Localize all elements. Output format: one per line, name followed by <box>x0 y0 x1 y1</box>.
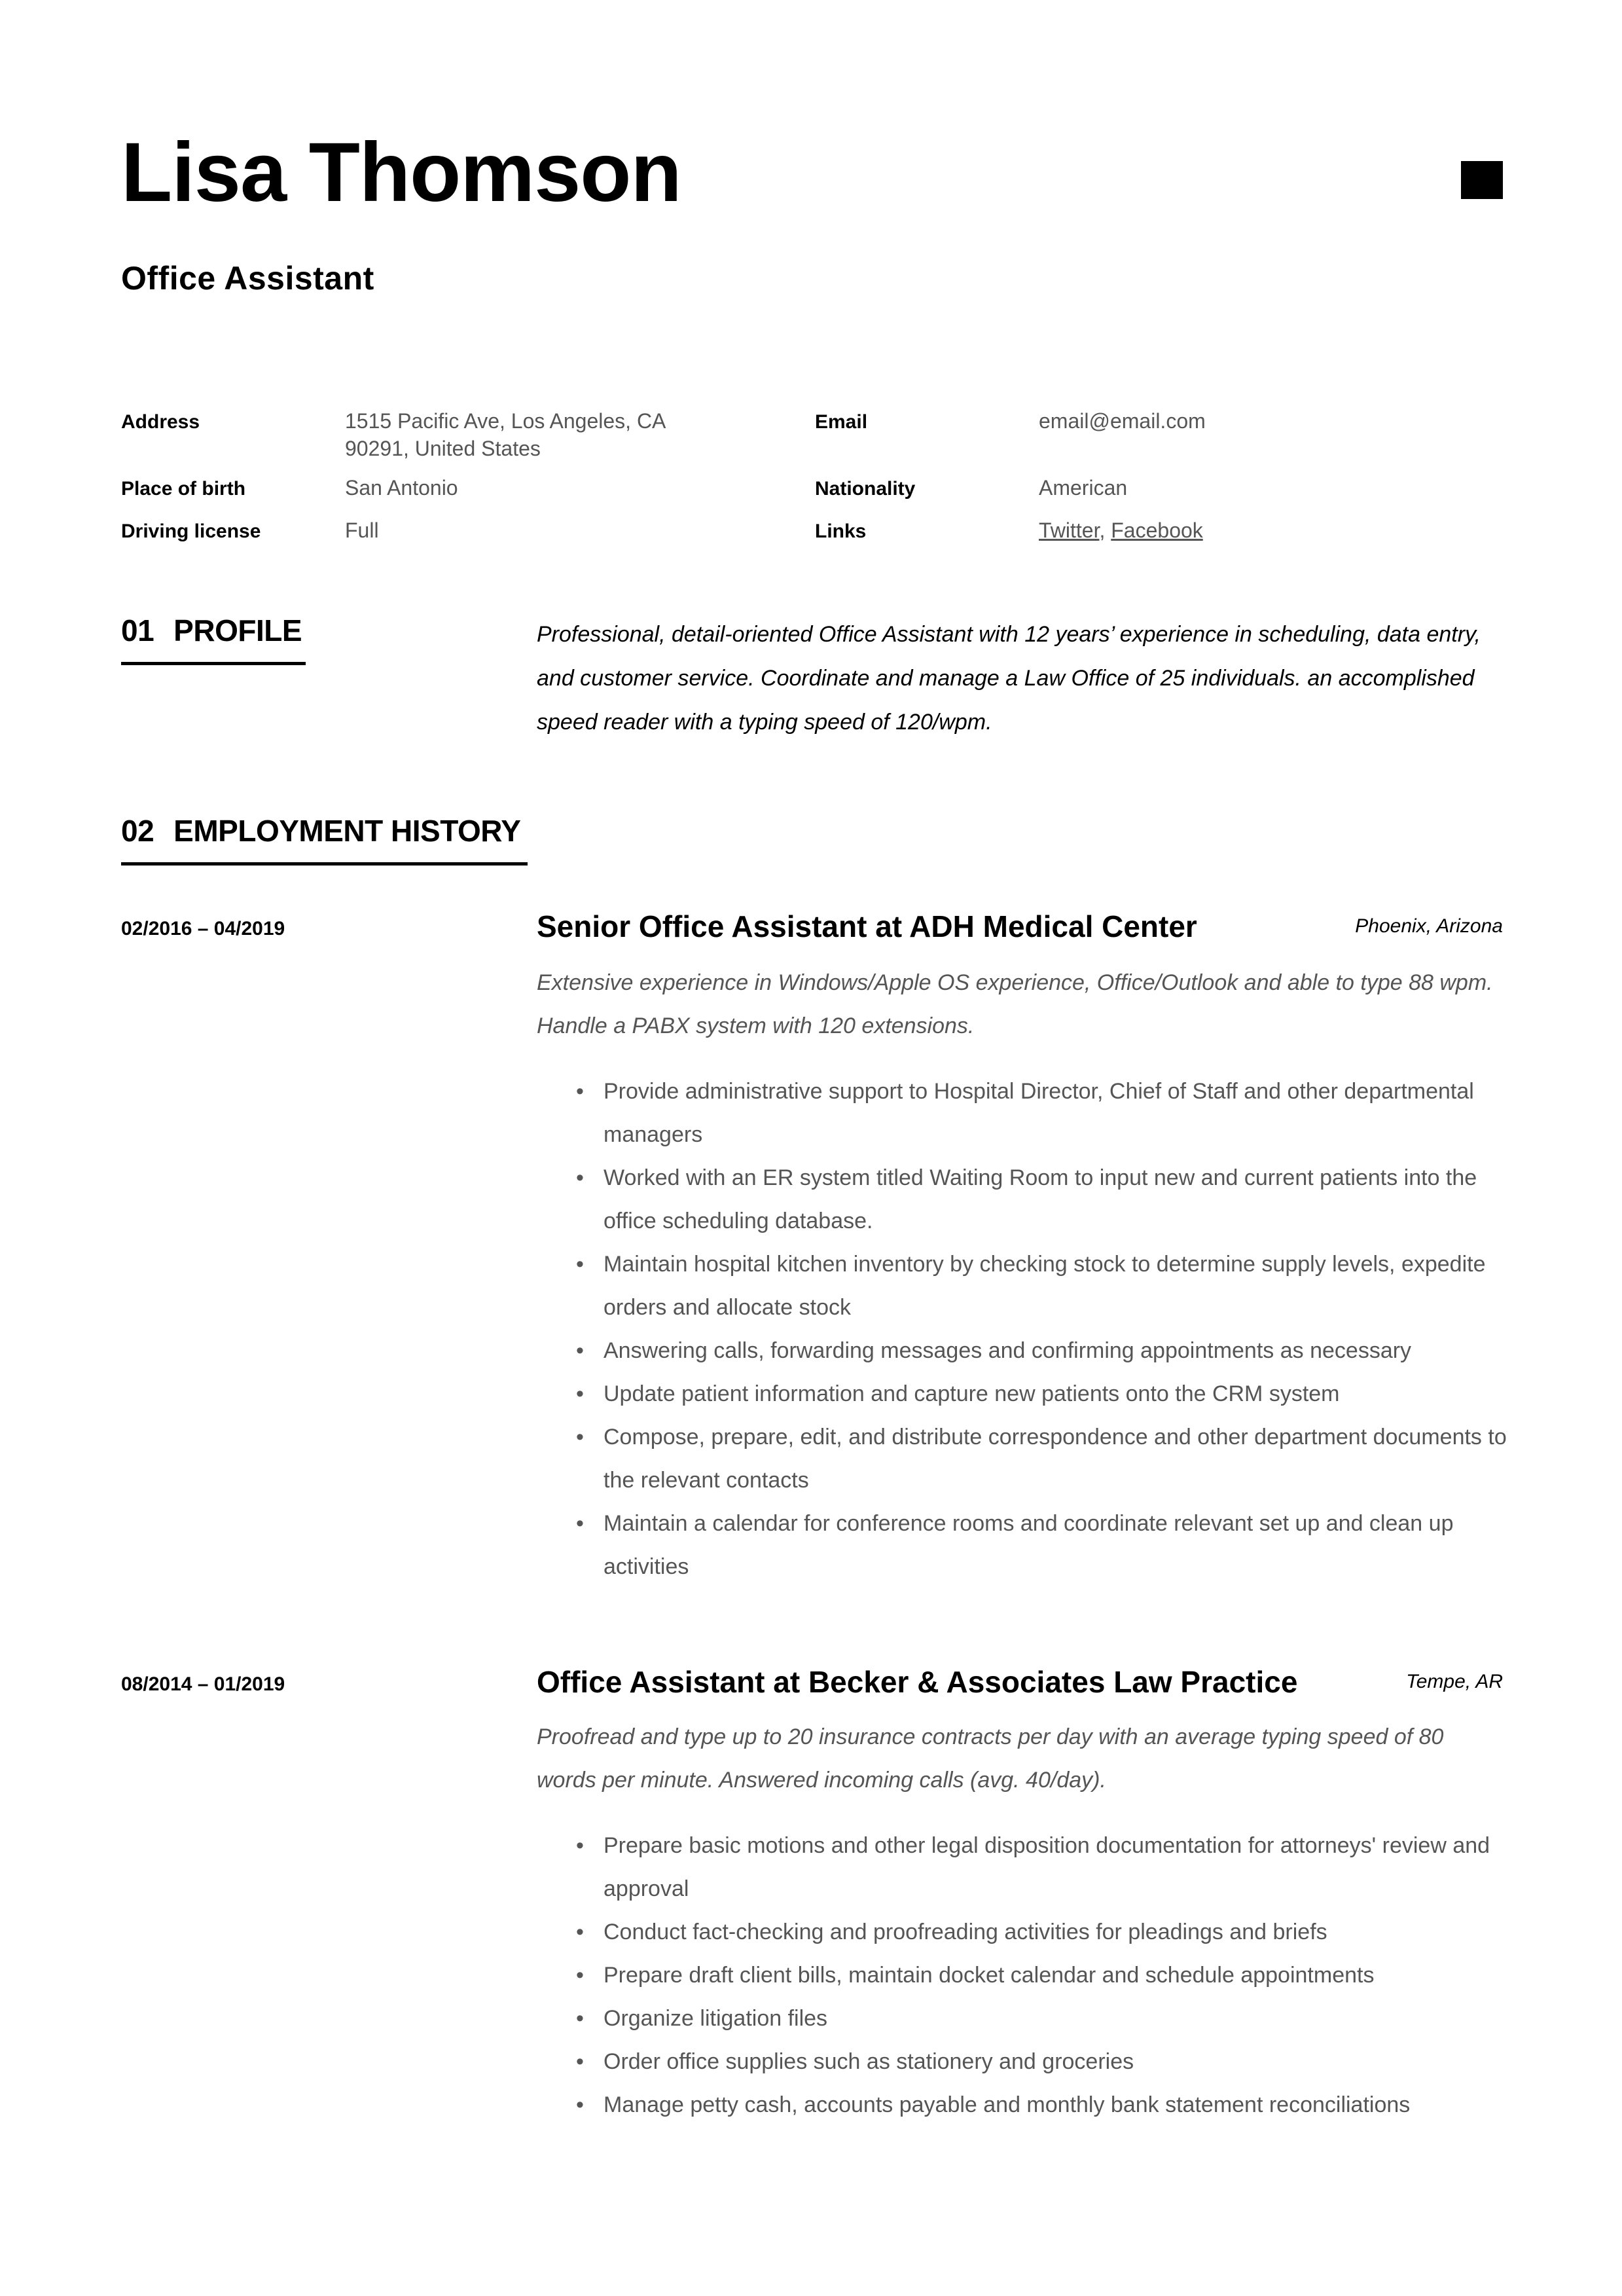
profile-underline <box>121 662 306 665</box>
profile-section-heading <box>121 613 302 648</box>
list-item: • Update patient information and capture new patients onto the CRM system <box>604 1372 1507 1415</box>
job-description: Proofread and type up to 20 insurance contracts per day with an average typing speed of 80 words per minute. Answered incoming calls (avg. 40/day). <box>537 1724 1444 1793</box>
list-item: • Maintain a calendar for conference rooms and coordinate relevant set up and clean up activities <box>604 1502 1507 1588</box>
profile-section-title: PROFILE <box>173 613 302 647</box>
job-duties-list <box>604 1824 1507 2126</box>
list-item: • Conduct fact-checking and proofreading activities for pleadings and briefs <box>604 1910 1507 1954</box>
email-label: Email <box>815 411 868 433</box>
profile-summary: Professional, detail-oriented Office Assistant with 12 years’ experience in scheduling, data entry, and customer service. Coordinate and manage a Law Office of 25 individuals. an accomplished speed reader with a typing speed of 120/wpm. <box>537 622 1481 735</box>
job-position-title: Senior Office Assistant at ADH Medical Center <box>537 909 1197 943</box>
link-separator: , <box>1099 519 1106 542</box>
links-value <box>1039 517 1203 544</box>
email-value[interactable]: email@email.com <box>1039 409 1206 433</box>
job-dates: 02/2016 – 04/2019 <box>121 918 285 939</box>
list-item: • Compose, prepare, edit, and distribute correspondence and other department documents to the relevant contacts <box>604 1415 1507 1502</box>
address-value <box>345 407 712 462</box>
employment-section-heading <box>121 813 520 848</box>
job-position-title: Office Assistant at Becker & Associates Law Practice <box>537 1665 1298 1699</box>
job-description: Extensive experience in Windows/Apple OS experience, Office/Outlook and able to type 88 wpm. Handle a PABX system with 120 extensions. <box>537 970 1493 1038</box>
address-label: Address <box>121 411 200 433</box>
list-item: • Prepare draft client bills, maintain docket calendar and schedule appointments <box>604 1954 1507 1997</box>
list-item: • Manage petty cash, accounts payable and monthly bank statement reconciliations <box>604 2083 1507 2126</box>
address-line-2: 90291, United States <box>345 437 541 460</box>
decorative-square-icon <box>1461 161 1503 199</box>
links-label: Links <box>815 520 867 542</box>
list-item: • Order office supplies such as stationery and groceries <box>604 2040 1507 2083</box>
employment-section-title: EMPLOYMENT HISTORY <box>173 814 521 848</box>
job-location: Tempe, AR <box>1406 1671 1503 1692</box>
employment-section-number: 02 <box>121 814 154 848</box>
employment-underline <box>121 862 528 866</box>
list-item: • Worked with an ER system titled Waiting Room to input new and current patients into the office scheduling database. <box>604 1156 1507 1243</box>
birth-value: San Antonio <box>345 476 458 500</box>
list-item: • Provide administrative support to Hospital Director, Chief of Staff and other departmental managers <box>604 1070 1507 1156</box>
list-item: • Organize litigation files <box>604 1997 1507 2040</box>
job-title-heading: Office Assistant <box>121 260 374 297</box>
profile-section-number: 01 <box>121 613 154 647</box>
facebook-link[interactable]: Facebook <box>1111 519 1203 542</box>
nationality-value: American <box>1039 476 1128 500</box>
list-item: • Prepare basic motions and other legal disposition documentation for attorneys' review and approval <box>604 1824 1507 1910</box>
job-dates: 08/2014 – 01/2019 <box>121 1673 285 1695</box>
nationality-label: Nationality <box>815 478 916 500</box>
list-item: • Maintain hospital kitchen inventory by checking stock to determine supply levels, expedite orders and allocate stock <box>604 1243 1507 1329</box>
birth-label: Place of birth <box>121 478 246 500</box>
job-duties-list <box>604 1070 1507 1588</box>
license-value: Full <box>345 519 379 542</box>
address-line-1: 1515 Pacific Ave, Los Angeles, CA <box>345 409 666 433</box>
license-label: Driving license <box>121 520 261 542</box>
candidate-name: Lisa Thomson <box>121 126 681 219</box>
job-location: Phoenix, Arizona <box>1355 915 1503 937</box>
list-item: • Answering calls, forwarding messages and confirming appointments as necessary <box>604 1329 1507 1372</box>
twitter-link[interactable]: Twitter <box>1039 519 1100 542</box>
